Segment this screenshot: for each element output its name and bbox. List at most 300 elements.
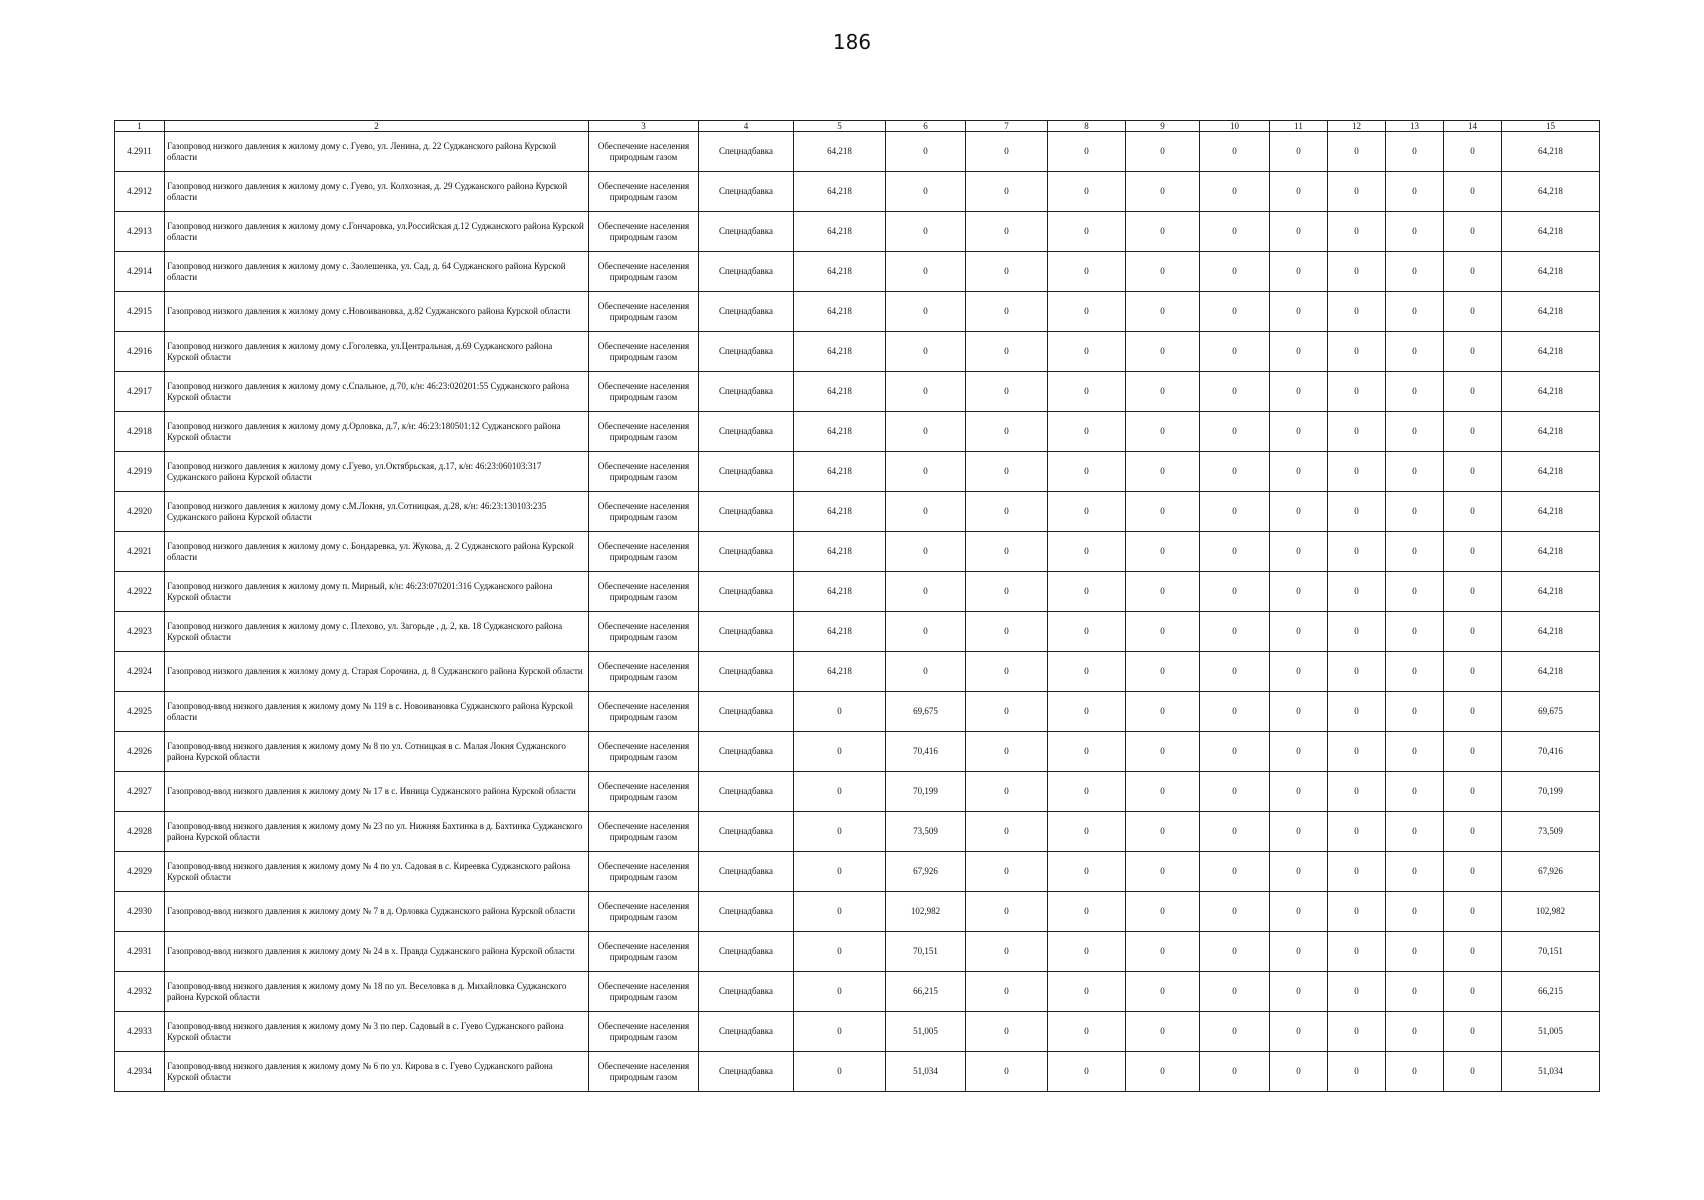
column-header-4: 4 (699, 121, 794, 132)
value-col-9: 0 (1126, 892, 1200, 932)
funding-source: Спецнадбавка (699, 772, 794, 812)
total-value: 67,926 (1502, 852, 1600, 892)
row-number: 4.2933 (115, 1012, 165, 1052)
column-header-13: 13 (1386, 121, 1444, 132)
value-col-13: 0 (1386, 292, 1444, 332)
value-col-14: 0 (1444, 292, 1502, 332)
value-col-5: 64,218 (794, 252, 886, 292)
total-value: 64,218 (1502, 652, 1600, 692)
purpose: Обеспечение населения природным газом (589, 212, 699, 252)
purpose: Обеспечение населения природным газом (589, 612, 699, 652)
value-col-12: 0 (1328, 532, 1386, 572)
value-col-8: 0 (1048, 532, 1126, 572)
table-row (115, 372, 1600, 412)
value-col-9: 0 (1126, 812, 1200, 852)
total-value: 64,218 (1502, 612, 1600, 652)
value-col-9: 0 (1126, 332, 1200, 372)
value-col-8: 0 (1048, 932, 1126, 972)
total-value: 64,218 (1502, 172, 1600, 212)
object-name: Газопровод-ввод низкого давления к жилому дому № 4 по ул. Садовая в с. Киреевка Суджанского района Курской области (165, 852, 589, 892)
value-col-6: 0 (886, 212, 966, 252)
value-col-9: 0 (1126, 972, 1200, 1012)
value-col-14: 0 (1444, 812, 1502, 852)
value-col-5: 0 (794, 892, 886, 932)
value-col-7: 0 (966, 572, 1048, 612)
value-col-9: 0 (1126, 172, 1200, 212)
value-col-13: 0 (1386, 452, 1444, 492)
value-col-14: 0 (1444, 1012, 1502, 1052)
value-col-14: 0 (1444, 132, 1502, 172)
value-col-12: 0 (1328, 972, 1386, 1012)
funding-source: Спецнадбавка (699, 1052, 794, 1092)
value-col-6: 70,151 (886, 932, 966, 972)
value-col-11: 0 (1270, 1052, 1328, 1092)
value-col-8: 0 (1048, 452, 1126, 492)
value-col-6: 0 (886, 252, 966, 292)
purpose: Обеспечение населения природным газом (589, 1012, 699, 1052)
object-name: Газопровод низкого давления к жилому дому с. Бондаревка, ул. Жукова, д. 2 Суджанского района Курской области (165, 532, 589, 572)
table-row (115, 732, 1600, 772)
value-col-14: 0 (1444, 572, 1502, 612)
value-col-5: 64,218 (794, 332, 886, 372)
total-value: 70,199 (1502, 772, 1600, 812)
row-number: 4.2916 (115, 332, 165, 372)
value-col-9: 0 (1126, 852, 1200, 892)
value-col-9: 0 (1126, 292, 1200, 332)
value-col-12: 0 (1328, 772, 1386, 812)
object-name: Газопровод низкого давления к жилому дому с.Гуево, ул.Октябрьская, д.17, к/н: 46:23:060103:317 Суджанского района Курской области (165, 452, 589, 492)
purpose: Обеспечение населения природным газом (589, 332, 699, 372)
value-col-7: 0 (966, 1012, 1048, 1052)
value-col-5: 64,218 (794, 612, 886, 652)
value-col-8: 0 (1048, 372, 1126, 412)
value-col-9: 0 (1126, 452, 1200, 492)
object-name: Газопровод-ввод низкого давления к жилому дому № 119 в с. Новоивановка Суджанского района Курской области (165, 692, 589, 732)
row-number: 4.2911 (115, 132, 165, 172)
table-row (115, 972, 1600, 1012)
object-name: Газопровод низкого давления к жилому дому с. Плехово, ул. Загорьде , д. 2, кв. 18 Суджанского района Курской области (165, 612, 589, 652)
value-col-8: 0 (1048, 1012, 1126, 1052)
total-value: 64,218 (1502, 532, 1600, 572)
value-col-9: 0 (1126, 492, 1200, 532)
object-name: Газопровод низкого давления к жилому дому с.Гончаровка, ул.Российская д.12 Суджанского района Курской области (165, 212, 589, 252)
object-name: Газопровод низкого давления к жилому дому с.М.Локня, ул.Сотницкая, д.28, к/н: 46:23:130103:235 Суджанского района Курской области (165, 492, 589, 532)
value-col-6: 0 (886, 412, 966, 452)
purpose: Обеспечение населения природным газом (589, 1052, 699, 1092)
value-col-5: 0 (794, 1012, 886, 1052)
table-row (115, 172, 1600, 212)
value-col-13: 0 (1386, 1052, 1444, 1092)
value-col-6: 0 (886, 572, 966, 612)
value-col-9: 0 (1126, 732, 1200, 772)
value-col-14: 0 (1444, 212, 1502, 252)
value-col-10: 0 (1200, 492, 1270, 532)
value-col-10: 0 (1200, 372, 1270, 412)
column-header-12: 12 (1328, 121, 1386, 132)
table-row (115, 332, 1600, 372)
object-name: Газопровод низкого давления к жилому дому с. Заолешенка, ул. Сад, д. 64 Суджанского района Курской области (165, 252, 589, 292)
column-header-10: 10 (1200, 121, 1270, 132)
row-number: 4.2928 (115, 812, 165, 852)
object-name: Газопровод низкого давления к жилому дому с. Гуево, ул. Колхозная, д. 29 Суджанского района Курской области (165, 172, 589, 212)
value-col-13: 0 (1386, 572, 1444, 612)
object-name: Газопровод-ввод низкого давления к жилому дому № 8 по ул. Сотницкая в с. Малая Локня Суджанского района Курской области (165, 732, 589, 772)
value-col-10: 0 (1200, 1052, 1270, 1092)
value-col-14: 0 (1444, 252, 1502, 292)
value-col-5: 64,218 (794, 572, 886, 612)
value-col-11: 0 (1270, 572, 1328, 612)
value-col-14: 0 (1444, 772, 1502, 812)
table-row (115, 572, 1600, 612)
row-number: 4.2929 (115, 852, 165, 892)
value-col-11: 0 (1270, 532, 1328, 572)
table-row (115, 812, 1600, 852)
value-col-13: 0 (1386, 372, 1444, 412)
row-number: 4.2922 (115, 572, 165, 612)
value-col-14: 0 (1444, 652, 1502, 692)
value-col-14: 0 (1444, 172, 1502, 212)
object-name: Газопровод-ввод низкого давления к жилому дому № 17 в с. Ивница Суджанского района Курской области (165, 772, 589, 812)
value-col-11: 0 (1270, 452, 1328, 492)
value-col-12: 0 (1328, 812, 1386, 852)
value-col-13: 0 (1386, 892, 1444, 932)
value-col-8: 0 (1048, 412, 1126, 452)
purpose: Обеспечение населения природным газом (589, 572, 699, 612)
value-col-11: 0 (1270, 812, 1328, 852)
value-col-11: 0 (1270, 252, 1328, 292)
object-name: Газопровод-ввод низкого давления к жилому дому № 7 в д. Орловка Суджанского района Курской области (165, 892, 589, 932)
column-header-9: 9 (1126, 121, 1200, 132)
value-col-9: 0 (1126, 252, 1200, 292)
total-value: 70,416 (1502, 732, 1600, 772)
total-value: 64,218 (1502, 492, 1600, 532)
value-col-14: 0 (1444, 932, 1502, 972)
value-col-14: 0 (1444, 412, 1502, 452)
table-row (115, 212, 1600, 252)
total-value: 64,218 (1502, 572, 1600, 612)
value-col-12: 0 (1328, 892, 1386, 932)
value-col-11: 0 (1270, 132, 1328, 172)
row-number: 4.2924 (115, 652, 165, 692)
value-col-9: 0 (1126, 132, 1200, 172)
value-col-8: 0 (1048, 572, 1126, 612)
total-value: 64,218 (1502, 452, 1600, 492)
value-col-5: 0 (794, 732, 886, 772)
object-name: Газопровод низкого давления к жилому дому д.Орловка, д.7, к/н: 46:23:180501:12 Суджанского района Курской области (165, 412, 589, 452)
object-name: Газопровод-ввод низкого давления к жилому дому № 3 по пер. Садовый в с. Гуево Суджанского района Курской области (165, 1012, 589, 1052)
document-table-container (114, 120, 1600, 1092)
value-col-6: 0 (886, 652, 966, 692)
value-col-8: 0 (1048, 972, 1126, 1012)
value-col-5: 0 (794, 972, 886, 1012)
funding-source: Спецнадбавка (699, 612, 794, 652)
row-number: 4.2934 (115, 1052, 165, 1092)
purpose: Обеспечение населения природным газом (589, 692, 699, 732)
value-col-9: 0 (1126, 532, 1200, 572)
value-col-7: 0 (966, 332, 1048, 372)
purpose: Обеспечение населения природным газом (589, 372, 699, 412)
value-col-13: 0 (1386, 212, 1444, 252)
value-col-6: 73,509 (886, 812, 966, 852)
value-col-14: 0 (1444, 692, 1502, 732)
value-col-5: 0 (794, 1052, 886, 1092)
value-col-7: 0 (966, 772, 1048, 812)
row-number: 4.2925 (115, 692, 165, 732)
table-row (115, 612, 1600, 652)
value-col-13: 0 (1386, 812, 1444, 852)
value-col-6: 0 (886, 612, 966, 652)
value-col-8: 0 (1048, 212, 1126, 252)
purpose: Обеспечение населения природным газом (589, 732, 699, 772)
value-col-10: 0 (1200, 892, 1270, 932)
funding-source: Спецнадбавка (699, 972, 794, 1012)
value-col-7: 0 (966, 132, 1048, 172)
value-col-12: 0 (1328, 172, 1386, 212)
value-col-8: 0 (1048, 132, 1126, 172)
funding-source: Спецнадбавка (699, 412, 794, 452)
value-col-6: 51,034 (886, 1052, 966, 1092)
value-col-12: 0 (1328, 372, 1386, 412)
value-col-11: 0 (1270, 372, 1328, 412)
funding-source: Спецнадбавка (699, 452, 794, 492)
value-col-8: 0 (1048, 652, 1126, 692)
table-row (115, 772, 1600, 812)
table-row (115, 452, 1600, 492)
value-col-12: 0 (1328, 492, 1386, 532)
object-name: Газопровод-ввод низкого давления к жилому дому № 23 по ул. Нижняя Бахтинка в д. Бахтинка Суджанского района Курской области (165, 812, 589, 852)
row-number: 4.2913 (115, 212, 165, 252)
purpose: Обеспечение населения природным газом (589, 652, 699, 692)
row-number: 4.2915 (115, 292, 165, 332)
value-col-9: 0 (1126, 932, 1200, 972)
value-col-12: 0 (1328, 652, 1386, 692)
value-col-8: 0 (1048, 1052, 1126, 1092)
value-col-9: 0 (1126, 1012, 1200, 1052)
value-col-7: 0 (966, 932, 1048, 972)
row-number: 4.2921 (115, 532, 165, 572)
table-row (115, 1052, 1600, 1092)
value-col-8: 0 (1048, 892, 1126, 932)
value-col-7: 0 (966, 972, 1048, 1012)
value-col-13: 0 (1386, 492, 1444, 532)
value-col-7: 0 (966, 172, 1048, 212)
value-col-9: 0 (1126, 572, 1200, 612)
total-value: 64,218 (1502, 132, 1600, 172)
total-value: 64,218 (1502, 372, 1600, 412)
value-col-11: 0 (1270, 212, 1328, 252)
value-col-5: 64,218 (794, 212, 886, 252)
column-header-2: 2 (165, 121, 589, 132)
value-col-11: 0 (1270, 292, 1328, 332)
value-col-12: 0 (1328, 212, 1386, 252)
value-col-11: 0 (1270, 1012, 1328, 1052)
value-col-14: 0 (1444, 852, 1502, 892)
value-col-8: 0 (1048, 612, 1126, 652)
value-col-7: 0 (966, 412, 1048, 452)
value-col-10: 0 (1200, 612, 1270, 652)
value-col-5: 64,218 (794, 412, 886, 452)
purpose: Обеспечение населения природным газом (589, 132, 699, 172)
value-col-5: 0 (794, 692, 886, 732)
total-value: 66,215 (1502, 972, 1600, 1012)
value-col-5: 0 (794, 812, 886, 852)
value-col-13: 0 (1386, 612, 1444, 652)
funding-source: Спецнадбавка (699, 252, 794, 292)
row-number: 4.2927 (115, 772, 165, 812)
value-col-11: 0 (1270, 932, 1328, 972)
value-col-8: 0 (1048, 732, 1126, 772)
value-col-9: 0 (1126, 652, 1200, 692)
value-col-5: 64,218 (794, 372, 886, 412)
value-col-9: 0 (1126, 692, 1200, 732)
table-row (115, 132, 1600, 172)
purpose: Обеспечение населения природным газом (589, 532, 699, 572)
value-col-14: 0 (1444, 452, 1502, 492)
total-value: 69,675 (1502, 692, 1600, 732)
object-name: Газопровод низкого давления к жилому дому с.Спальное, д.70, к/н: 46:23:020201:55 Суджанского района Курской области (165, 372, 589, 412)
value-col-14: 0 (1444, 332, 1502, 372)
object-name: Газопровод-ввод низкого давления к жилому дому № 6 по ул. Кирова в с. Гуево Суджанского района Курской области (165, 1052, 589, 1092)
value-col-7: 0 (966, 1052, 1048, 1092)
object-name: Газопровод низкого давления к жилому дому с.Новоивановка, д.82 Суджанского района Курской области (165, 292, 589, 332)
row-number: 4.2914 (115, 252, 165, 292)
value-col-5: 64,218 (794, 452, 886, 492)
value-col-5: 64,218 (794, 492, 886, 532)
value-col-10: 0 (1200, 812, 1270, 852)
value-col-5: 0 (794, 772, 886, 812)
purpose: Обеспечение населения природным газом (589, 292, 699, 332)
object-name: Газопровод низкого давления к жилому дому с.Гоголевка, ул.Центральная, д.69 Суджанского района Курской области (165, 332, 589, 372)
value-col-10: 0 (1200, 972, 1270, 1012)
value-col-10: 0 (1200, 452, 1270, 492)
value-col-7: 0 (966, 732, 1048, 772)
value-col-10: 0 (1200, 732, 1270, 772)
funding-source: Спецнадбавка (699, 732, 794, 772)
value-col-11: 0 (1270, 892, 1328, 932)
value-col-9: 0 (1126, 212, 1200, 252)
object-name: Газопровод низкого давления к жилому дому с. Гуево, ул. Ленина, д. 22 Суджанского района Курской области (165, 132, 589, 172)
table-row (115, 292, 1600, 332)
row-number: 4.2920 (115, 492, 165, 532)
object-name: Газопровод низкого давления к жилому дому п. Мирный, к/н: 46:23:070201:316 Суджанского района Курской области (165, 572, 589, 612)
value-col-6: 70,199 (886, 772, 966, 812)
value-col-9: 0 (1126, 1052, 1200, 1092)
value-col-8: 0 (1048, 292, 1126, 332)
purpose: Обеспечение населения природным газом (589, 812, 699, 852)
value-col-14: 0 (1444, 732, 1502, 772)
column-header-11: 11 (1270, 121, 1328, 132)
value-col-11: 0 (1270, 772, 1328, 812)
page-number: 186 (832, 30, 872, 54)
value-col-12: 0 (1328, 852, 1386, 892)
column-header-5: 5 (794, 121, 886, 132)
purpose: Обеспечение населения природным газом (589, 412, 699, 452)
purpose: Обеспечение населения природным газом (589, 252, 699, 292)
value-col-13: 0 (1386, 1012, 1444, 1052)
purpose: Обеспечение населения природным газом (589, 452, 699, 492)
funding-source: Спецнадбавка (699, 372, 794, 412)
table-row (115, 1012, 1600, 1052)
value-col-13: 0 (1386, 532, 1444, 572)
value-col-13: 0 (1386, 332, 1444, 372)
row-number: 4.2930 (115, 892, 165, 932)
value-col-6: 0 (886, 372, 966, 412)
purpose: Обеспечение населения природным газом (589, 772, 699, 812)
row-number: 4.2932 (115, 972, 165, 1012)
column-header-3: 3 (589, 121, 699, 132)
table-row (115, 252, 1600, 292)
value-col-12: 0 (1328, 412, 1386, 452)
value-col-9: 0 (1126, 772, 1200, 812)
value-col-12: 0 (1328, 1012, 1386, 1052)
column-header-15: 15 (1502, 121, 1600, 132)
row-number: 4.2919 (115, 452, 165, 492)
value-col-12: 0 (1328, 692, 1386, 732)
value-col-13: 0 (1386, 932, 1444, 972)
value-col-7: 0 (966, 692, 1048, 732)
table-row (115, 652, 1600, 692)
value-col-12: 0 (1328, 252, 1386, 292)
object-name: Газопровод-ввод низкого давления к жилому дому № 18 по ул. Веселовка в д. Михайловка Суджанского района Курской области (165, 972, 589, 1012)
value-col-7: 0 (966, 372, 1048, 412)
value-col-6: 69,675 (886, 692, 966, 732)
funding-source: Спецнадбавка (699, 812, 794, 852)
purpose: Обеспечение населения природным газом (589, 972, 699, 1012)
value-col-12: 0 (1328, 572, 1386, 612)
value-col-10: 0 (1200, 852, 1270, 892)
value-col-5: 64,218 (794, 132, 886, 172)
value-col-10: 0 (1200, 772, 1270, 812)
row-number: 4.2912 (115, 172, 165, 212)
value-col-14: 0 (1444, 612, 1502, 652)
object-name: Газопровод-ввод низкого давления к жилому дому № 24 в х. Правда Суджанского района Курской области (165, 932, 589, 972)
funding-source: Спецнадбавка (699, 172, 794, 212)
value-col-14: 0 (1444, 1052, 1502, 1092)
value-col-7: 0 (966, 892, 1048, 932)
purpose: Обеспечение населения природным газом (589, 892, 699, 932)
value-col-7: 0 (966, 652, 1048, 692)
value-col-12: 0 (1328, 732, 1386, 772)
value-col-13: 0 (1386, 772, 1444, 812)
value-col-11: 0 (1270, 492, 1328, 532)
value-col-7: 0 (966, 852, 1048, 892)
purpose: Обеспечение населения природным газом (589, 852, 699, 892)
funding-source: Спецнадбавка (699, 892, 794, 932)
value-col-10: 0 (1200, 172, 1270, 212)
value-col-13: 0 (1386, 172, 1444, 212)
value-col-6: 0 (886, 292, 966, 332)
funding-source: Спецнадбавка (699, 1012, 794, 1052)
value-col-10: 0 (1200, 532, 1270, 572)
value-col-13: 0 (1386, 852, 1444, 892)
value-col-9: 0 (1126, 412, 1200, 452)
row-number: 4.2923 (115, 612, 165, 652)
value-col-13: 0 (1386, 692, 1444, 732)
value-col-5: 64,218 (794, 172, 886, 212)
value-col-12: 0 (1328, 932, 1386, 972)
value-col-7: 0 (966, 492, 1048, 532)
total-value: 51,034 (1502, 1052, 1600, 1092)
value-col-10: 0 (1200, 1012, 1270, 1052)
table-row (115, 932, 1600, 972)
value-col-6: 0 (886, 452, 966, 492)
value-col-10: 0 (1200, 932, 1270, 972)
value-col-6: 66,215 (886, 972, 966, 1012)
funding-source: Спецнадбавка (699, 932, 794, 972)
table-row (115, 892, 1600, 932)
value-col-11: 0 (1270, 852, 1328, 892)
value-col-12: 0 (1328, 132, 1386, 172)
